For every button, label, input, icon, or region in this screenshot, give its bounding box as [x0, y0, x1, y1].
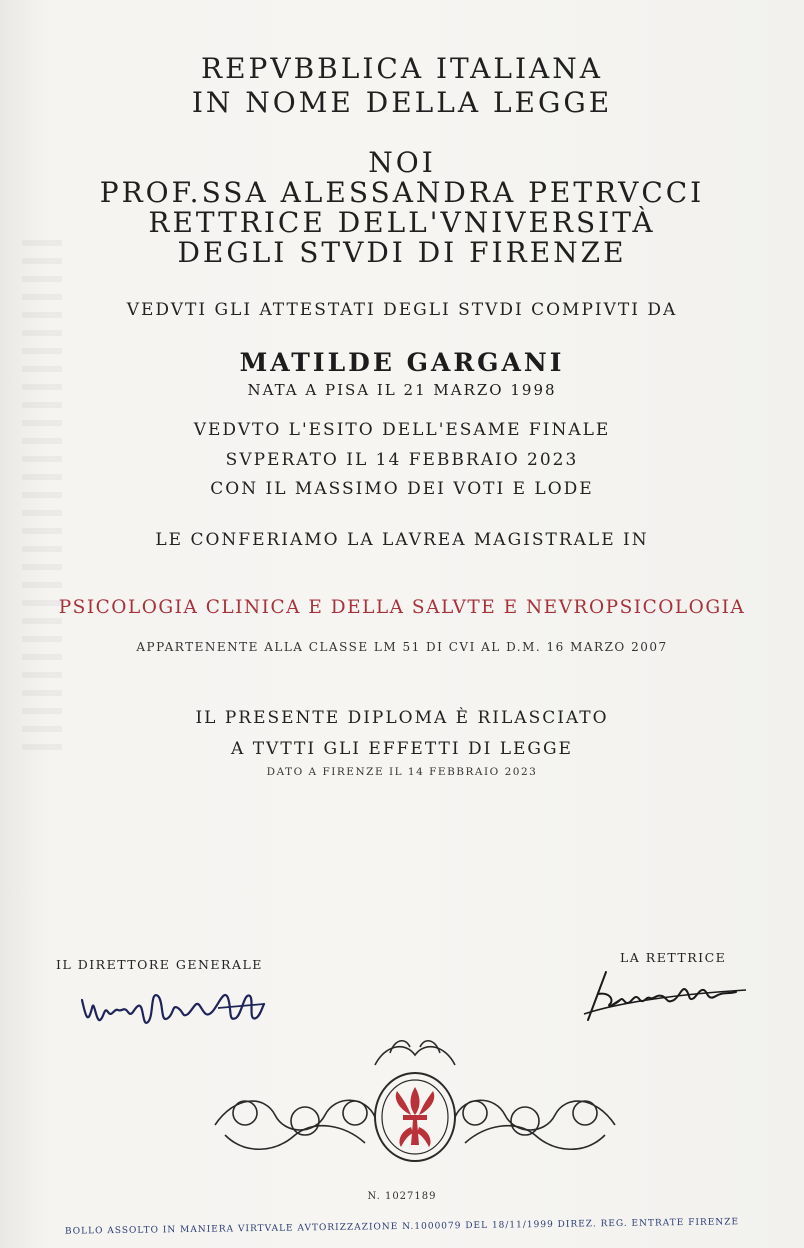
issuer-line-4: DEGLI STVDI DI FIRENZE	[177, 236, 627, 269]
graduate-birth: NATA A PISA IL 21 MARZO 1998	[247, 381, 557, 399]
issuer-line-2: PROF.SSA ALESSANDRA PETRVCCI	[99, 176, 705, 209]
university-seal-emblem	[205, 1035, 625, 1170]
exam-line-1: VEDVTO L'ESITO DELL'ESAME FINALE	[193, 420, 611, 440]
rector-role-label: LA RETTRICE	[620, 950, 727, 965]
preamble: VEDVTI GLI ATTESTATI DEGLI STVDI COMPIVTI DA	[126, 300, 678, 320]
header-line-2: IN NOME DELLA LEGGE	[191, 86, 613, 119]
director-role-label: IL DIRETTORE GENERALE	[56, 957, 263, 972]
issue-date: DATO A FIRENZE IL 14 FEBBRAIO 2023	[266, 766, 538, 778]
director-signature	[78, 978, 268, 1038]
validity-line-1: IL PRESENTE DIPLOMA È RILASCIATO	[195, 708, 609, 728]
degree-title: PSICOLOGIA CLINICA E DELLA SALVTE E NEVROPSICOLOGIA	[58, 597, 746, 618]
validity-line-2: A TVTTI GLI EFFETTI DI LEGGE	[231, 739, 573, 759]
issuer-line-1: NOI	[368, 146, 436, 179]
rector-signature	[580, 964, 750, 1026]
exam-line-2: SVPERATO IL 14 FEBBRAIO 2023	[225, 450, 579, 470]
exam-line-3: CON IL MASSIMO DEI VOTI E LODE	[210, 479, 594, 499]
stamp-duty-note: BOLLO ASSOLTO IN MANIERA VIRTVALE AVTORIZZAZIONE N.1000079 DEL 18/11/1999 DIREZ. REG. ENTRATE FIRENZE	[64, 1217, 740, 1237]
degree-class: APPARTENENTE ALLA CLASSE LM 51 DI CVI AL D.M. 16 MARZO 2007	[136, 640, 668, 654]
diploma-number: N. 1027189	[367, 1191, 437, 1202]
issuer-line-3: RETTRICE DELL'VNIVERSITÀ	[148, 206, 656, 239]
conferral-line: LE CONFERIAMO LA LAVREA MAGISTRALE IN	[155, 530, 649, 550]
graduate-name: MATILDE GARGANI	[239, 348, 565, 377]
header-line-1: REPVBBLICA ITALIANA	[201, 52, 603, 85]
